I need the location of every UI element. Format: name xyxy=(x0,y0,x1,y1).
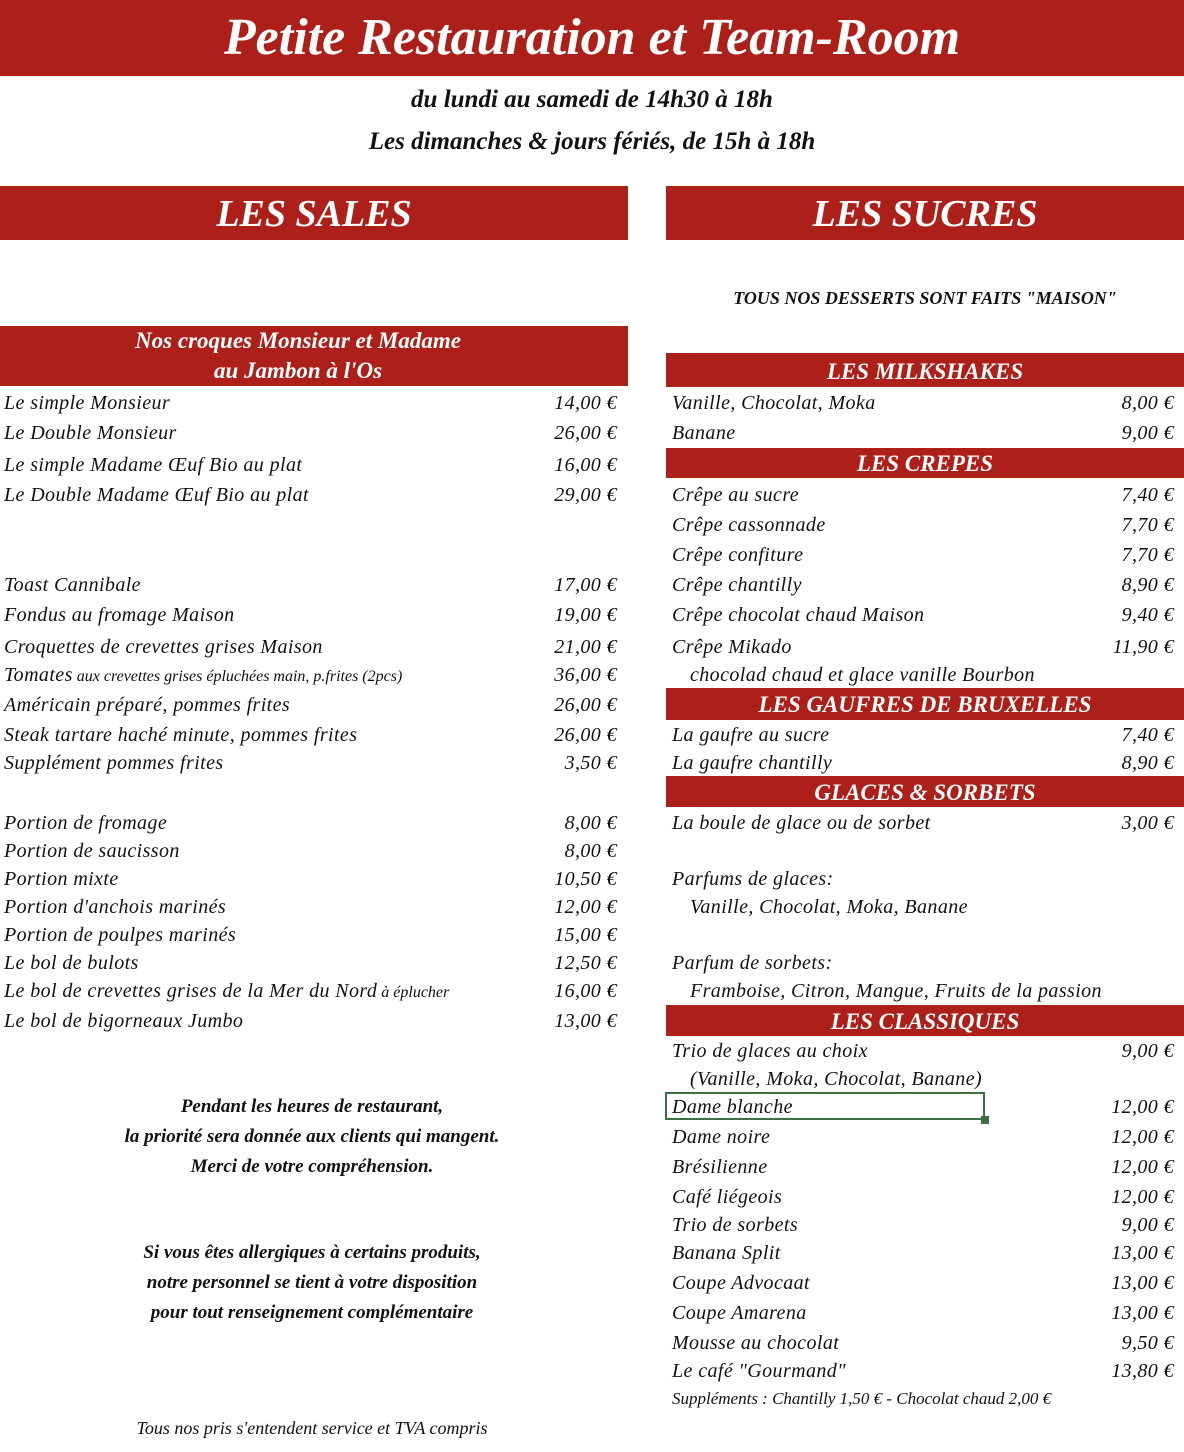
item-name: Banane xyxy=(672,422,736,444)
item-name: Le Double Madame Œuf Bio au plat xyxy=(4,484,309,506)
menu-row[interactable] xyxy=(672,749,1174,777)
item-name: Steak tartare haché minute, pommes frites xyxy=(4,724,358,746)
sorbets-list xyxy=(690,977,1170,1005)
item-price: 12,00 € xyxy=(1111,1126,1174,1148)
note-line: Merci de votre compréhension. xyxy=(190,1156,434,1177)
item-name: Le simple Madame Œuf Bio au plat xyxy=(4,454,303,476)
supplements-note: Suppléments : Chantilly 1,50 € - Chocolat chaud 2,00 € xyxy=(672,1389,1052,1408)
item-name: Le simple Monsieur xyxy=(4,392,171,414)
item-name: Crêpe cassonnade xyxy=(672,514,826,536)
section-sales-header: LES SALES xyxy=(0,186,628,240)
item-price: 26,00 € xyxy=(554,694,617,716)
note-line: la priorité sera donnée aux clients qui mangent. xyxy=(124,1126,500,1147)
item-name: Fondus au fromage Maison xyxy=(4,604,235,626)
croques-header-line1: Nos croques Monsieur et Madame xyxy=(135,328,461,353)
item-price: 12,00 € xyxy=(1111,1186,1174,1208)
priority-note xyxy=(0,1092,624,1182)
menu-row[interactable] xyxy=(672,1153,1174,1181)
item-price: 26,00 € xyxy=(554,422,617,444)
item-name: Tomates xyxy=(4,664,73,686)
menu-row[interactable] xyxy=(4,451,617,479)
item-name: Crêpe chocolat chaud Maison xyxy=(672,604,925,626)
menu-row[interactable] xyxy=(672,511,1174,539)
menu-row[interactable] xyxy=(672,1299,1174,1327)
opening-hours-weekdays: du lundi au samedi de 14h30 à 18h xyxy=(411,86,773,113)
menu-row[interactable] xyxy=(4,389,617,417)
item-name: Portion d'anchois marinés xyxy=(4,896,227,918)
glaces-header: GLACES & SORBETS xyxy=(666,776,1184,807)
item-price: 13,00 € xyxy=(1111,1242,1174,1264)
section-sucres-header: LES SUCRES xyxy=(666,186,1184,240)
classiques-header: LES CLASSIQUES xyxy=(666,1005,1184,1036)
sorbets-text: Framboise, Citron, Mangue, Fruits de la passion xyxy=(690,980,1102,1002)
menu-row[interactable] xyxy=(4,921,617,949)
menu-row[interactable] xyxy=(672,601,1174,629)
footer-note: Tous nos pris s'entendent service et TVA compris xyxy=(136,1418,488,1438)
menu-row[interactable] xyxy=(4,749,617,777)
item-description: aux crevettes grises épluchées main, p.frites (2pcs) xyxy=(72,668,403,685)
item-name: La boule de glace ou de sorbet xyxy=(672,812,931,834)
trio-description xyxy=(690,1065,1170,1093)
item-name: Brésilienne xyxy=(672,1156,768,1178)
item-name: Le bol de bulots xyxy=(4,952,139,974)
item-price: 7,40 € xyxy=(1121,724,1174,746)
croques-header xyxy=(0,326,628,386)
item-name: Le café "Gourmand" xyxy=(672,1360,846,1382)
milkshakes-header: LES MILKSHAKES xyxy=(666,353,1184,387)
item-name: Crêpe chantilly xyxy=(672,574,802,596)
item-name: Portion de poulpes marinés xyxy=(4,924,237,946)
item-name: Portion de saucisson xyxy=(4,840,180,862)
item-price: 19,00 € xyxy=(554,604,617,626)
item-name: Le Double Monsieur xyxy=(4,422,177,444)
item-price: 3,00 € xyxy=(1121,812,1174,834)
item-price: 21,00 € xyxy=(554,636,617,658)
item-price: 26,00 € xyxy=(554,724,617,746)
menu-row[interactable] xyxy=(4,893,617,921)
maison-banner: TOUS NOS DESSERTS SONT FAITS "MAISON" xyxy=(733,288,1117,308)
allergy-note xyxy=(0,1238,624,1328)
item-name: Crêpe Mikado xyxy=(672,636,792,658)
item-name: Croquettes de crevettes grises Maison xyxy=(4,636,323,658)
item-name: Portion mixte xyxy=(4,868,119,890)
parfums-text: Vanille, Chocolat, Moka, Banane xyxy=(690,896,968,918)
fill-handle[interactable] xyxy=(981,1116,989,1124)
menu-row[interactable] xyxy=(672,571,1174,599)
item-price: 9,00 € xyxy=(1121,1040,1174,1062)
item-price: 8,00 € xyxy=(1121,392,1174,414)
item-name: Banana Split xyxy=(672,1242,781,1264)
menu-row[interactable] xyxy=(672,1329,1174,1357)
item-description: (Vanille, Moka, Chocolat, Banane) xyxy=(690,1068,983,1090)
menu-row[interactable] xyxy=(4,601,617,629)
menu-row[interactable] xyxy=(4,661,617,689)
note-line: notre personnel se tient à votre disposition xyxy=(146,1272,478,1293)
item-name: Dame noire xyxy=(672,1126,771,1148)
menu-row[interactable] xyxy=(4,419,617,447)
item-price: 15,00 € xyxy=(554,924,617,946)
item-price: 16,00 € xyxy=(554,454,617,476)
item-price: 12,00 € xyxy=(1111,1096,1174,1118)
item-price: 7,70 € xyxy=(1121,514,1174,536)
item-name: Portion de fromage xyxy=(4,812,168,834)
item-name: Crêpe confiture xyxy=(672,544,804,566)
mikado-description xyxy=(690,661,1170,689)
item-name: Toast Cannibale xyxy=(4,574,141,596)
item-name: Le bol de bigorneaux Jumbo xyxy=(4,1010,244,1032)
item-price: 8,90 € xyxy=(1121,574,1174,596)
selected-cell-outline[interactable] xyxy=(665,1092,985,1120)
item-price: 14,00 € xyxy=(554,392,617,414)
item-name: Trio de glaces au choix xyxy=(672,1040,868,1062)
page-title: Petite Restauration et Team-Room xyxy=(0,0,1184,76)
item-price: 9,00 € xyxy=(1121,422,1174,444)
gaufres-header: LES GAUFRES DE BRUXELLES xyxy=(666,688,1184,720)
item-price: 10,50 € xyxy=(554,868,617,890)
menu-row[interactable] xyxy=(672,419,1174,447)
item-name: Trio de sorbets xyxy=(672,1214,799,1236)
crepes-header: LES CREPES xyxy=(666,448,1184,478)
menu-row[interactable] xyxy=(4,633,617,661)
menu-row[interactable] xyxy=(4,1007,617,1035)
note-line: Si vous êtes allergiques à certains produits, xyxy=(143,1242,481,1263)
item-price: 12,50 € xyxy=(554,952,617,974)
note-line: pour tout renseignement complémentaire xyxy=(150,1302,474,1323)
menu-row[interactable] xyxy=(4,809,617,837)
menu-row[interactable] xyxy=(4,481,617,509)
item-price: 7,40 € xyxy=(1121,484,1174,506)
parfums-list xyxy=(690,893,1170,921)
menu-row[interactable] xyxy=(672,1357,1174,1385)
item-name: Vanille, Chocolat, Moka xyxy=(672,392,876,414)
item-description: chocolad chaud et glace vanille Bourbon xyxy=(690,664,1035,686)
item-name: Café liégeois xyxy=(672,1186,783,1208)
opening-hours-sundays: Les dimanches & jours fériés, de 15h à 18h xyxy=(368,128,816,155)
item-name: Coupe Advocaat xyxy=(672,1272,810,1294)
item-price: 8,00 € xyxy=(564,840,617,862)
item-name: Mousse au chocolat xyxy=(672,1332,840,1354)
item-price: 9,50 € xyxy=(1121,1332,1174,1354)
item-price: 13,00 € xyxy=(1111,1272,1174,1294)
menu-row[interactable] xyxy=(4,865,617,893)
item-price: 16,00 € xyxy=(554,980,617,1002)
menu-row[interactable] xyxy=(672,1269,1174,1297)
item-price: 13,00 € xyxy=(1111,1302,1174,1324)
item-price: 3,50 € xyxy=(564,752,617,774)
parfums-label-text: Parfums de glaces: xyxy=(672,868,834,890)
item-price: 13,00 € xyxy=(554,1010,617,1032)
menu-row[interactable] xyxy=(4,691,617,719)
item-price: 13,80 € xyxy=(1111,1360,1174,1382)
item-price: 8,90 € xyxy=(1121,752,1174,774)
item-name: Dame blanche xyxy=(672,1096,793,1118)
menu-row[interactable] xyxy=(4,571,617,599)
item-price: 29,00 € xyxy=(554,484,617,506)
item-description: à éplucher xyxy=(377,984,450,1001)
menu-row[interactable] xyxy=(672,389,1174,417)
item-price: 11,90 € xyxy=(1112,636,1174,658)
item-price: 7,70 € xyxy=(1121,544,1174,566)
item-name: Le bol de crevettes grises de la Mer du Nord xyxy=(4,980,378,1002)
item-price: 8,00 € xyxy=(564,812,617,834)
item-name: La gaufre chantilly xyxy=(672,752,833,774)
menu-row[interactable] xyxy=(4,977,617,1005)
parfums-label xyxy=(672,865,1174,893)
menu-row[interactable] xyxy=(672,481,1174,509)
menu-row[interactable] xyxy=(672,809,1174,837)
menu-row[interactable] xyxy=(672,541,1174,569)
menu-row[interactable] xyxy=(672,1123,1174,1151)
item-price: 9,40 € xyxy=(1121,604,1174,626)
item-name: Américain préparé, pommes frites xyxy=(4,694,291,716)
item-price: 17,00 € xyxy=(554,574,617,596)
menu-row[interactable] xyxy=(672,633,1174,661)
item-name: Crêpe au sucre xyxy=(672,484,800,506)
menu-row[interactable] xyxy=(672,1211,1174,1239)
menu-row[interactable] xyxy=(672,1183,1174,1211)
item-price: 9,00 € xyxy=(1121,1214,1174,1236)
item-price: 12,00 € xyxy=(554,896,617,918)
item-name: Supplément pommes frites xyxy=(4,752,224,774)
note-line: Pendant les heures de restaurant, xyxy=(180,1096,444,1117)
menu-row[interactable] xyxy=(4,721,617,749)
item-price: 12,00 € xyxy=(1111,1156,1174,1178)
item-name: La gaufre au sucre xyxy=(672,724,830,746)
sorbets-label-text: Parfum de sorbets: xyxy=(672,952,833,974)
item-name: Coupe Amarena xyxy=(672,1302,807,1324)
croques-header-line2: au Jambon à l'Os xyxy=(213,358,383,383)
item-price: 36,00 € xyxy=(554,664,617,686)
sorbets-label xyxy=(672,949,1174,977)
menu-row[interactable] xyxy=(4,949,617,977)
menu-row[interactable] xyxy=(672,721,1174,749)
menu-row[interactable] xyxy=(672,1239,1174,1267)
menu-row[interactable] xyxy=(4,837,617,865)
menu-row[interactable] xyxy=(672,1037,1174,1065)
